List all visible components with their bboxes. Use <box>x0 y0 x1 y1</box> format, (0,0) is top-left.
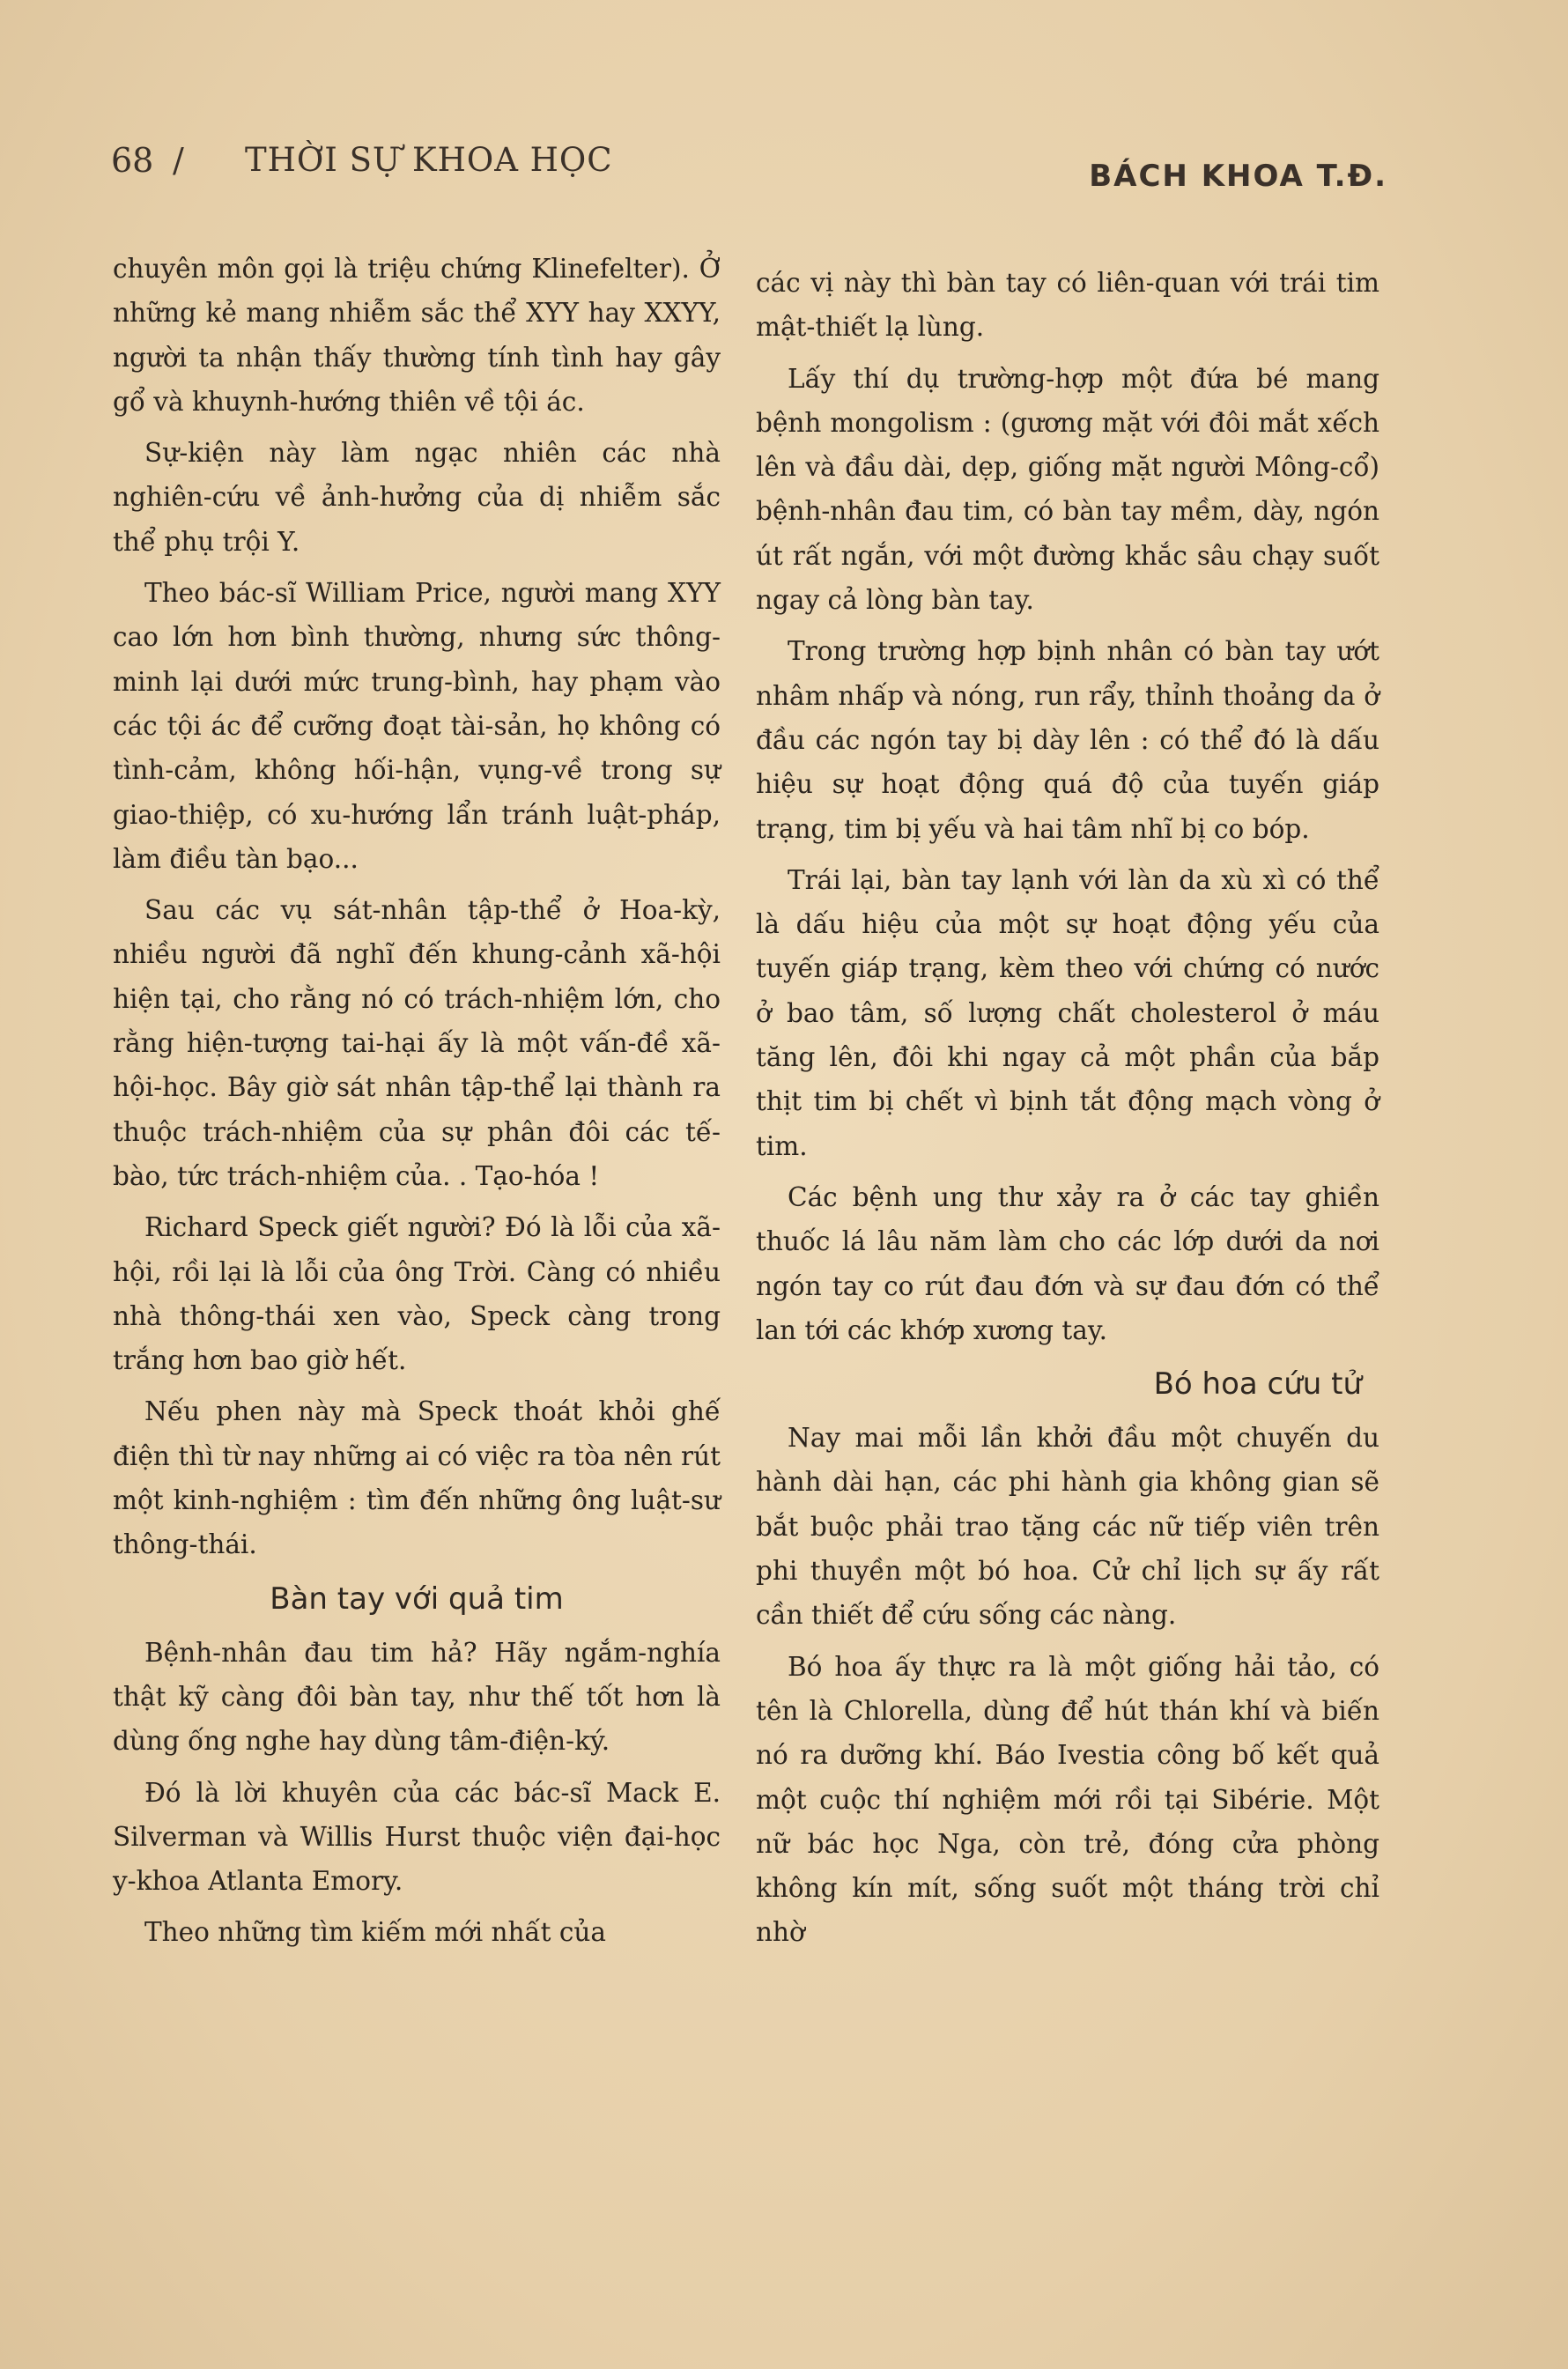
paragraph: Lấy thí dụ trường-hợp một đứa bé mang bệnh mongolism : (gương mặt với đôi mắt xếch lên và đầu dài, dẹp, giống mặt người Mông-cổ) bệnh-nhân đau tim, có bàn tay mềm, dày, ngón út rất ngắn, với một đường khắc sâu chạy suốt ngay cả lòng bàn tay. <box>756 363 1379 616</box>
paragraph: Nay mai mỗi lần khởi đầu một chuyến du hành dài hạn, các phi hành gia không gian sẽ bắt buộc phải trao tặng các nữ tiếp viên trên phi thuyền một bó hoa. Cử chỉ lịch sự ấy rất cần thiết để cứu sống các nàng. <box>756 1423 1379 1631</box>
paragraph: Theo những tìm kiếm mới nhất của <box>144 1917 606 1948</box>
paragraph: Richard Speck giết người? Đó là lỗi của xã-hội, rồi lại là lỗi của ông Trời. Càng có nhiều nhà thông-thái xen vào, Speck càng trong trắng hơn bao giờ hết. <box>113 1212 721 1376</box>
paragraph: Các bệnh ung thư xảy ra ở các tay ghiền thuốc lá lâu năm làm cho các lớp dưới da nơi ngón tay co rút đau đớn và sự đau đớn có thể lan tới các khớp xương tay. <box>756 1181 1379 1345</box>
paragraph: các vị này thì bàn tay có liên-quan với trái tim mật-thiết lạ lùng. <box>756 268 1379 343</box>
page-header <box>111 141 1387 194</box>
right-column <box>756 261 1379 1962</box>
journal-name: BÁCH KHOA T.Đ. <box>1089 159 1387 194</box>
page-number: 68 <box>111 141 154 180</box>
header-separator: / <box>173 141 184 180</box>
article-heading: Bó hoa cứu tử <box>1153 1366 1362 1403</box>
paragraph: Bệnh-nhân đau tim hả? Hãy ngắm-nghía thật kỹ càng đôi bàn tay, như thế tốt hơn là dùng ống nghe hay dùng tâm-điện-ký. <box>113 1637 721 1757</box>
paragraph: Theo bác-sĩ William Price, người mang XYY cao lớn hơn bình thường, nhưng sức thông-minh lại dưới mức trung-bình, hay phạm vào các tội ác để cưỡng đoạt tài-sản, họ không có tình-cảm, không hối-hận, vụng-về trong sự giao-thiệp, có xu-hướng lẩn tránh luật-pháp, làm điều tàn bạo... <box>113 578 721 874</box>
paragraph: Đó là lời khuyên của các bác-sĩ Mack E. Silverman và Willis Hurst thuộc viện đại-học y-khoa Atlanta Emory. <box>113 1777 721 1897</box>
paragraph: Sau các vụ sát-nhân tập-thể ở Hoa-kỳ, nhiều người đã nghĩ đến khung-cảnh xã-hội hiện tại, cho rằng nó có trách-nhiệm lớn, cho rằng hiện-tượng tai-hại ấy là một vấn-đề xã-hội-học. Bây giờ sát nhân tập-thể lại thành ra thuộc trách-nhiệm của sự phân đôi các tế-bào, tức trách-nhiệm của. . Tạo-hóa ! <box>113 895 721 1191</box>
paragraph: Sự-kiện này làm ngạc nhiên các nhà nghiên-cứu về ảnh-hưởng của dị nhiễm sắc thể phụ trội Y. <box>113 438 721 557</box>
left-column <box>113 247 721 1962</box>
paragraph: Bó hoa ấy thực ra là một giống hải tảo, có tên là Chlorella, dùng để hút thán khí và biến nó ra dưỡng khí. Báo Ivestia công bố kết quả một cuộc thí nghiệm mới rồi tại Sibérie. Một nữ bác học Nga, còn trẻ, đóng cửa phòng không kín mít, sống suốt một tháng trời chỉ nhờ <box>756 1651 1379 1948</box>
paragraph: Trong trường hợp bịnh nhân có bàn tay ướt nhâm nhấp và nóng, run rẩy, thỉnh thoảng da ở đầu các ngón tay bị dày lên : có thể đó là dấu hiệu sự hoạt động quá độ của tuyến giáp trạng, tim bị yếu và hai tâm nhĩ bị co bóp. <box>756 636 1379 844</box>
paragraph: chuyên môn gọi là triệu chứng Klinefelter). Ở những kẻ mang nhiễm sắc thể XYY hay XXYY, người ta nhận thấy thường tính tình hay gây gổ và khuynh-hướng thiên về tội ác. <box>113 254 721 417</box>
section-title: THỜI SỰ KHOA HỌC <box>245 141 613 179</box>
paragraph: Nếu phen này mà Speck thoát khỏi ghế điện thì từ nay những ai có việc ra tòa nên rút một kinh-nghiệm : tìm đến những ông luật-sư thông-thái. <box>113 1396 721 1560</box>
article-heading: Bàn tay với quả tim <box>270 1581 564 1617</box>
paragraph: Trái lại, bàn tay lạnh với làn da xù xì có thể là dấu hiệu của một sự hoạt động yếu của tuyến giáp trạng, kèm theo với chứng có nước ở bao tâm, số lượng chất cholesterol ở máu tăng lên, đôi khi ngay cả một phần của bắp thịt tim bị chết vì bịnh tắt động mạch vòng ở tim. <box>756 864 1379 1161</box>
